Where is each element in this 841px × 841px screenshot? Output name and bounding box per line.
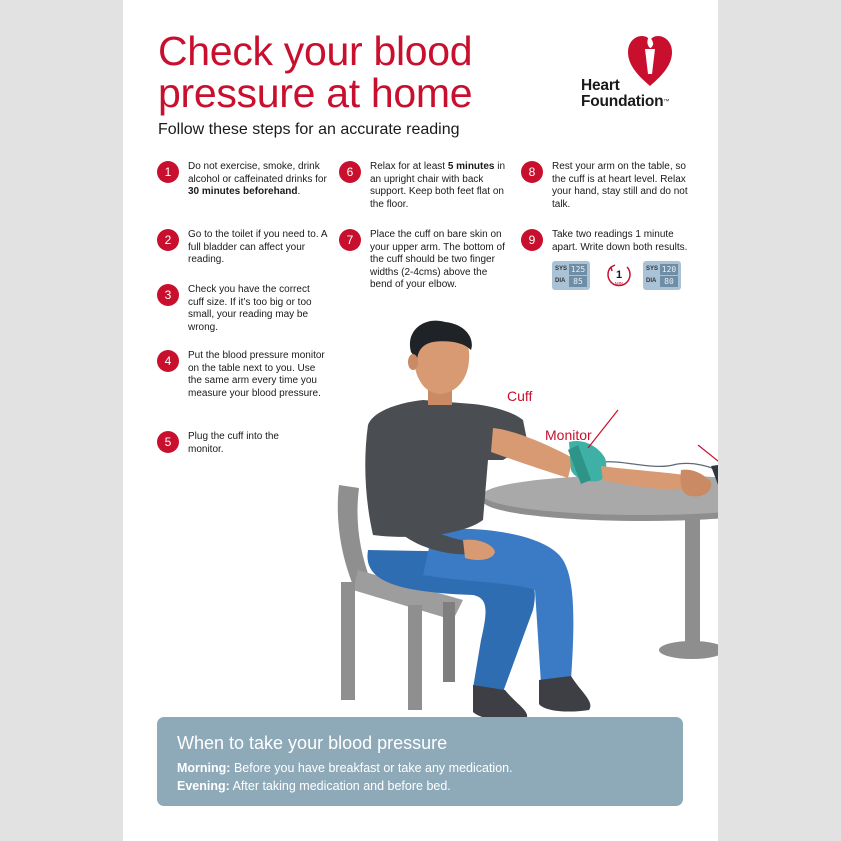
step-number: 3 <box>157 284 179 306</box>
step-text: Check you have the correct cuff size. If it’s too big or too small, your reading may be wrong. <box>188 284 312 333</box>
step-text: Plug the cuff into the monitor. <box>188 431 279 455</box>
sys-label: SYS <box>646 266 659 272</box>
step-number: 6 <box>339 161 361 183</box>
dia-label: DIA <box>555 278 566 284</box>
timer-unit: MIN <box>614 281 624 286</box>
logo-text <box>581 78 669 110</box>
sys-value: 125 <box>570 265 586 274</box>
logo-line-2: Foundation <box>581 93 664 110</box>
step-text: Put the blood pressure monitor on the table next to you. Use the same arm every time you measure your blood pressure. <box>188 350 325 399</box>
info-title: When to take your blood pressure <box>177 733 448 753</box>
step-number: 9 <box>521 229 543 251</box>
page-title <box>158 30 538 114</box>
dia-value: 80 <box>660 276 678 287</box>
step-text: Rest your arm on the table, so the cuff is at heart level. Relax your hand, stay still and do not talk. <box>552 161 688 210</box>
step-text: Place the cuff on bare skin on your upper arm. The bottom of the cuff should be two finger widths (2-4cms) above the bend of your elbow. <box>370 229 505 290</box>
step-text: Take two readings 1 minute apart. Write down both results. <box>552 229 688 253</box>
step-number: 5 <box>157 431 179 453</box>
sys-label: SYS <box>555 266 568 272</box>
sys-value: 120 <box>661 265 677 274</box>
evening-line: Evening: After taking medication and before bed. <box>177 779 451 793</box>
cuff-callout-line <box>588 410 618 448</box>
readings-example <box>552 261 692 291</box>
poster-page <box>123 0 718 841</box>
one-minute-timer-icon <box>605 261 633 291</box>
step-number: 1 <box>157 161 179 183</box>
dia-value: 85 <box>569 276 587 287</box>
title-line-2: pressure at home <box>158 70 473 116</box>
heart-foundation-logo <box>578 32 698 112</box>
person-measuring-illustration <box>313 320 718 740</box>
step-number: 2 <box>157 229 179 251</box>
step-number: 8 <box>521 161 543 183</box>
when-to-measure-box <box>157 717 683 806</box>
title-line-1: Check your blood <box>158 28 473 74</box>
ear <box>408 354 418 370</box>
step-text: Go to the toilet if you need to. A full bladder can affect your reading. <box>188 229 327 265</box>
reading-display-second <box>643 261 681 290</box>
cuff-label: Cuff <box>507 388 533 404</box>
step-number: 4 <box>157 350 179 372</box>
trademark-mark: ™ <box>663 99 670 105</box>
step-number: 7 <box>339 229 361 251</box>
page-subtitle: Follow these steps for an accurate reading <box>158 121 460 138</box>
step-text: Do not exercise, smoke, drink alcohol or caffeinated drinks for 30 minutes beforehand. <box>188 161 327 197</box>
hand <box>680 470 711 497</box>
right-shoe <box>539 676 590 712</box>
reading-display-first <box>552 261 590 290</box>
left-shoe <box>473 685 527 721</box>
logo-line-1: Heart <box>581 77 620 94</box>
dia-label: DIA <box>646 278 657 284</box>
morning-line: Morning: Before you have breakfast or take any medication. <box>177 761 513 775</box>
step-text: Relax for at least 5 minutes in an upright chair with back support. Keep both feet flat on the floor. <box>370 161 506 210</box>
timer-value: 1 <box>615 269 623 281</box>
monitor-label: Monitor <box>545 427 592 443</box>
